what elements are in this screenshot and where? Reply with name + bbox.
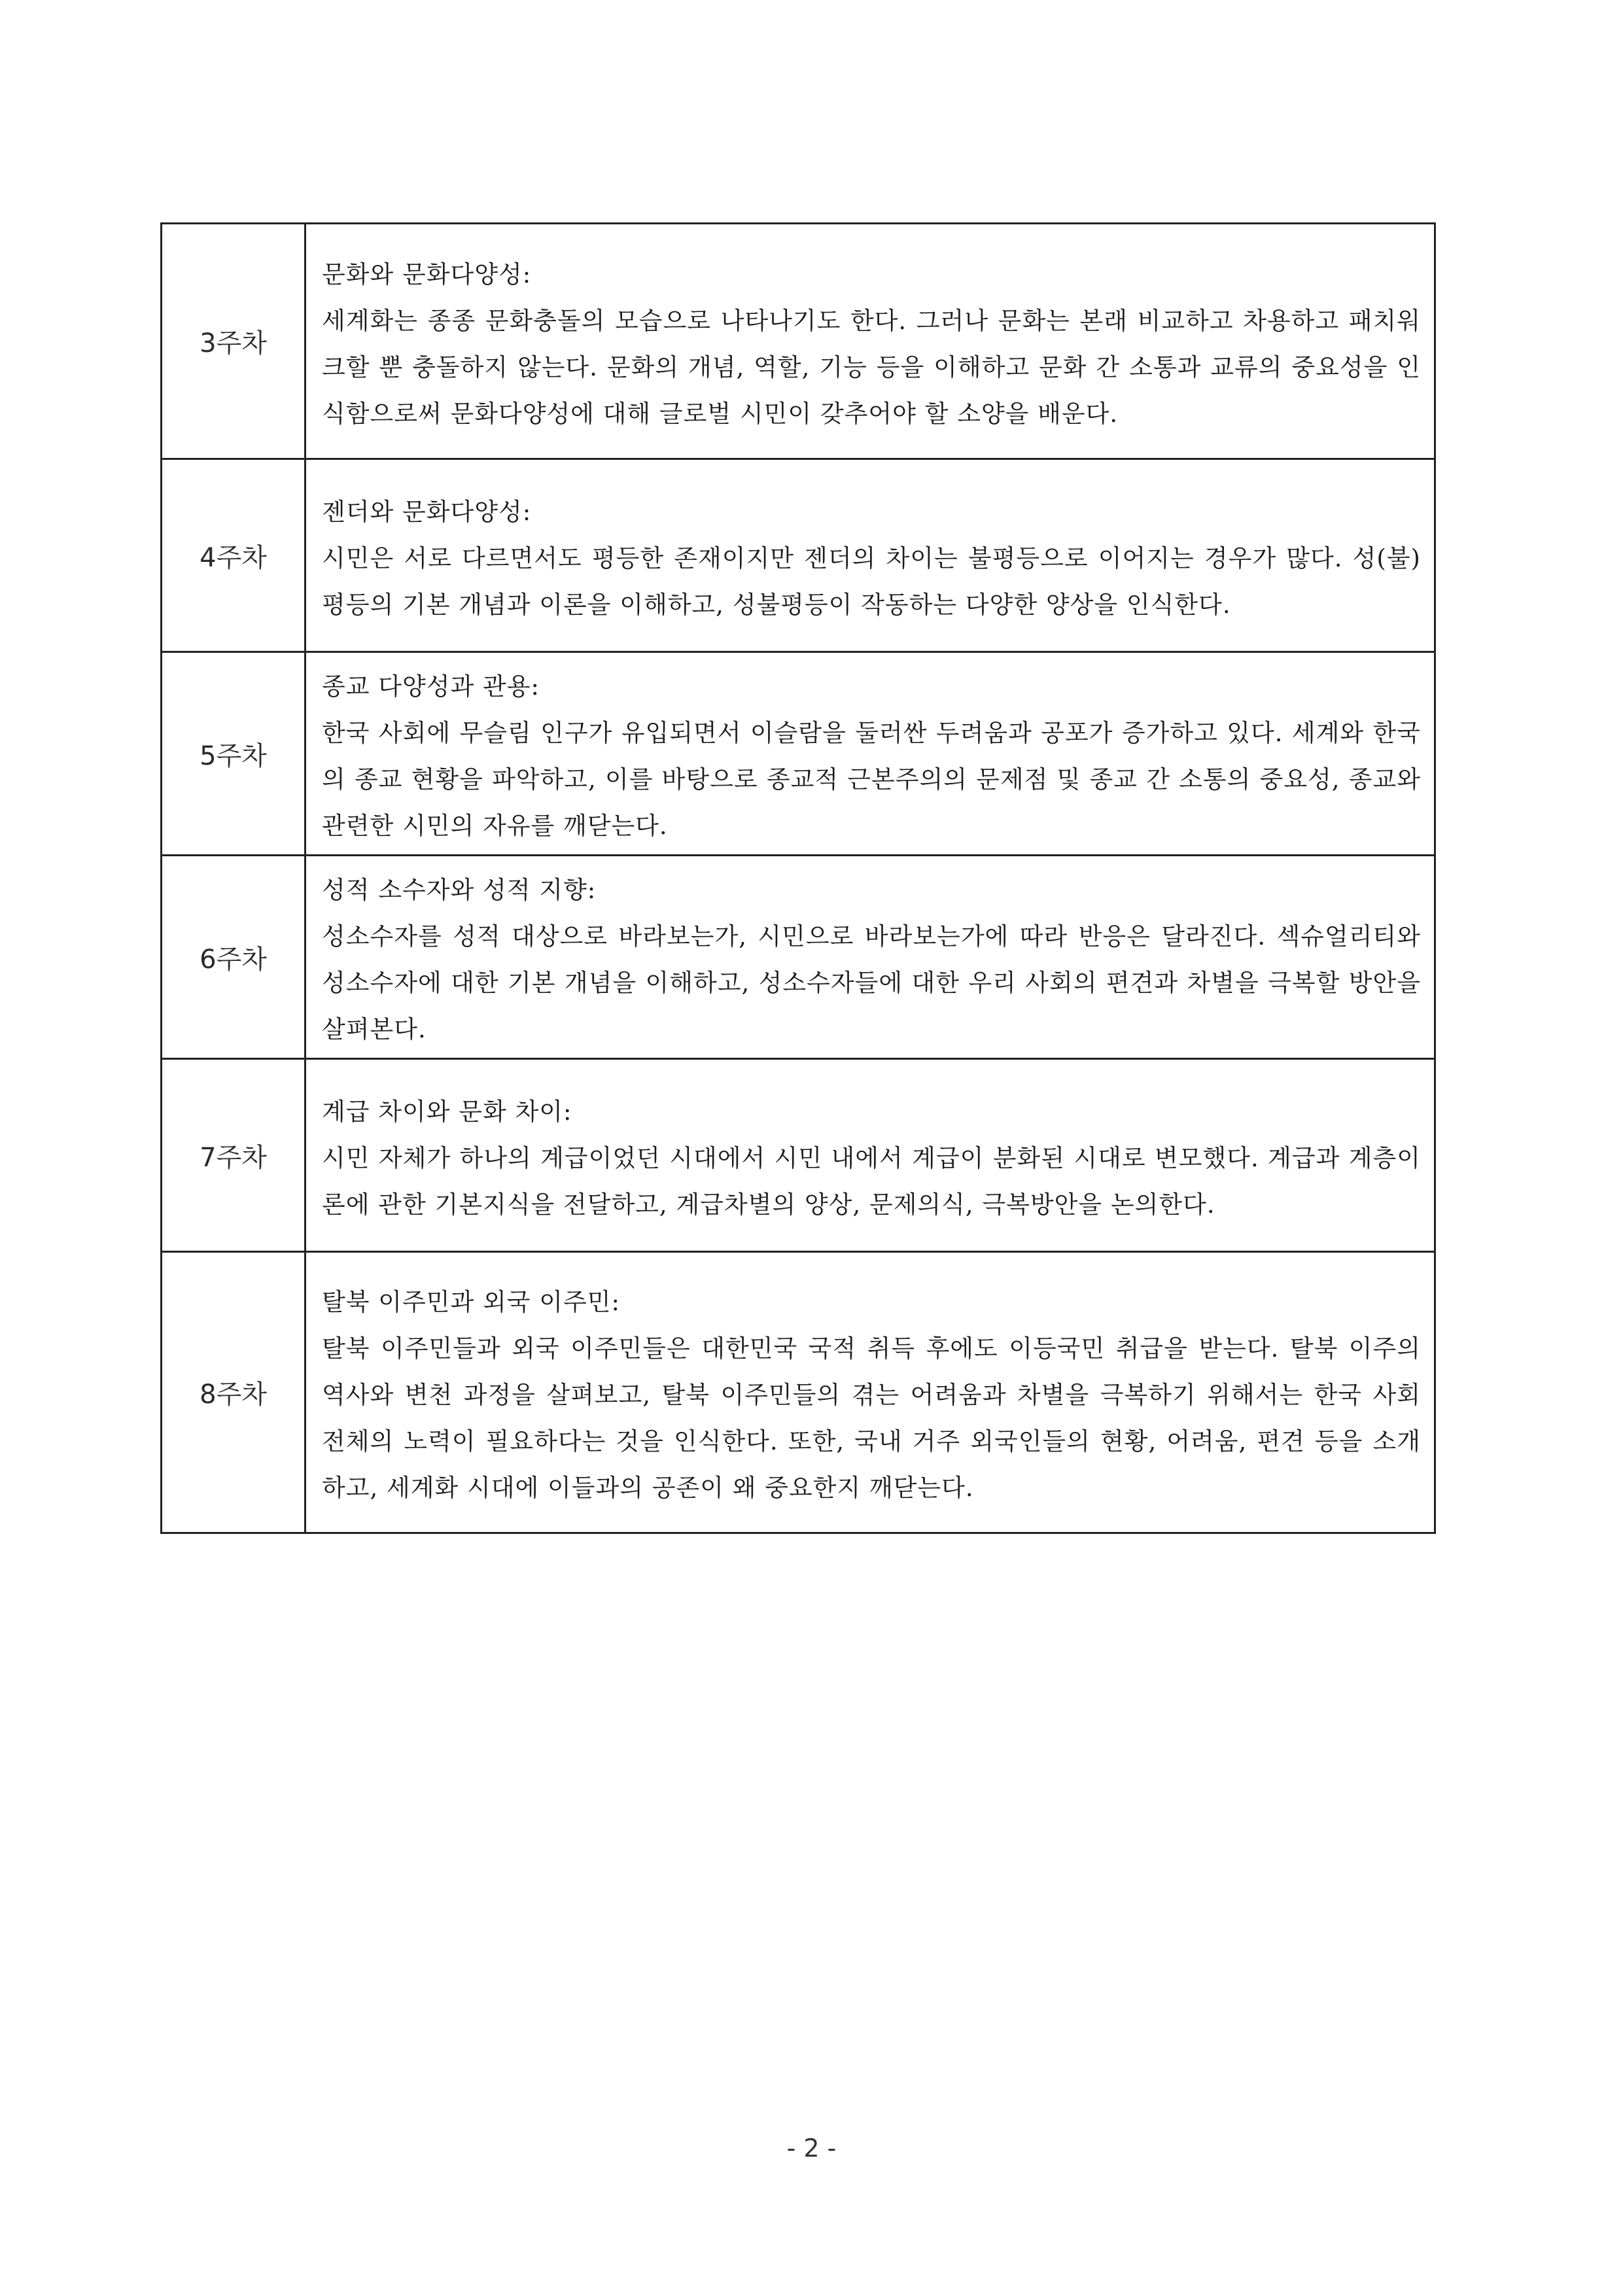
topic-description: 한국 사회에 무슬림 인구가 유입되면서 이슬람을 둘러싼 두려움과 공포가 증가하고 있다. 세계와 한국의 종교 현황을 파악하고, 이를 바탕으로 종교적 근본주의의 문제점 및 종교 간 소통의 중요성, 종교와 관련한 시민의 자유를 깨닫는다. [322,719,1421,840]
page-number: - 2 - [786,2134,837,2163]
table-row [162,224,1435,459]
topic-description: 세계화는 종종 문화충돌의 모습으로 나타나기도 한다. 그러나 문화는 본래 비교하고 차용하고 패치워크할 뿐 충돌하지 않는다. 문화의 개념, 역할, 기능 등을 이해하고 문화 간 소통과 교류의 중요성을 인식함으로써 문화다양성에 대해 글로벌 시민이 갖추어야 할 소양을 배운다. [322,306,1421,428]
topic-description: 성소수자를 성적 대상으로 바라보는가, 시민으로 바라보는가에 따라 반응은 달라진다. 섹슈얼리티와 성소수자에 대한 기본 개념을 이해하고, 성소수자들에 대한 우리 사회의 편견과 차별을 극복할 방안을 살펴본다. [322,922,1421,1043]
table-row [162,652,1435,856]
week-content [305,652,1435,856]
topic-title: 성적 소수자와 성적 지향: [322,876,597,904]
topic-description: 탈북 이주민들과 외국 이주민들은 대한민국 국적 취득 후에도 이등국민 취급을 받는다. 탈북 이주의 역사와 변천 과정을 살펴보고, 탈북 이주민들의 겪는 어려움과 차별을 극복하기 위해서는 한국 사회 전체의 노력이 필요하다는 것을 인식한다. 또한, 국내 거주 외국인들의 현황, 어려움, 편견 등을 소개하고, 세계화 시대에 이들과의 공존이 왜 중요한지 깨닫는다. [322,1334,1421,1502]
table-row [162,1059,1435,1252]
week-content [305,1059,1435,1252]
week-label: 7주차 [162,1059,305,1252]
week-label: 3주차 [162,224,305,459]
week-label: 5주차 [162,652,305,856]
topic-description: 시민 자체가 하나의 계급이었던 시대에서 시민 내에서 계급이 분화된 시대로 변모했다. 계급과 계층이론에 관한 기본지식을 전달하고, 계급차별의 양상, 문제의식, 극복방안을 논의한다. [322,1143,1421,1219]
topic-title: 종교 다양성과 관용: [322,672,540,701]
table-row [162,459,1435,652]
week-content [305,459,1435,652]
topic-title: 문화와 문화다양성: [322,260,532,288]
topic-title: 계급 차이와 문화 차이: [322,1097,572,1126]
table-row [162,1252,1435,1533]
topic-title: 젠더와 문화다양성: [322,497,532,526]
week-label: 6주차 [162,856,305,1059]
week-content [305,1252,1435,1533]
table-row [162,856,1435,1059]
week-content [305,856,1435,1059]
week-content [305,224,1435,459]
topic-title: 탈북 이주민과 외국 이주민: [322,1288,620,1316]
week-label: 8주차 [162,1252,305,1533]
syllabus-table [160,222,1436,1534]
week-label: 4주차 [162,459,305,652]
topic-description: 시민은 서로 다르면서도 평등한 존재이지만 젠더의 차이는 불평등으로 이어지는 경우가 많다. 성(불)평등의 기본 개념과 이론을 이해하고, 성불평등이 작동하는 다양한 양상을 인식한다. [322,544,1421,619]
